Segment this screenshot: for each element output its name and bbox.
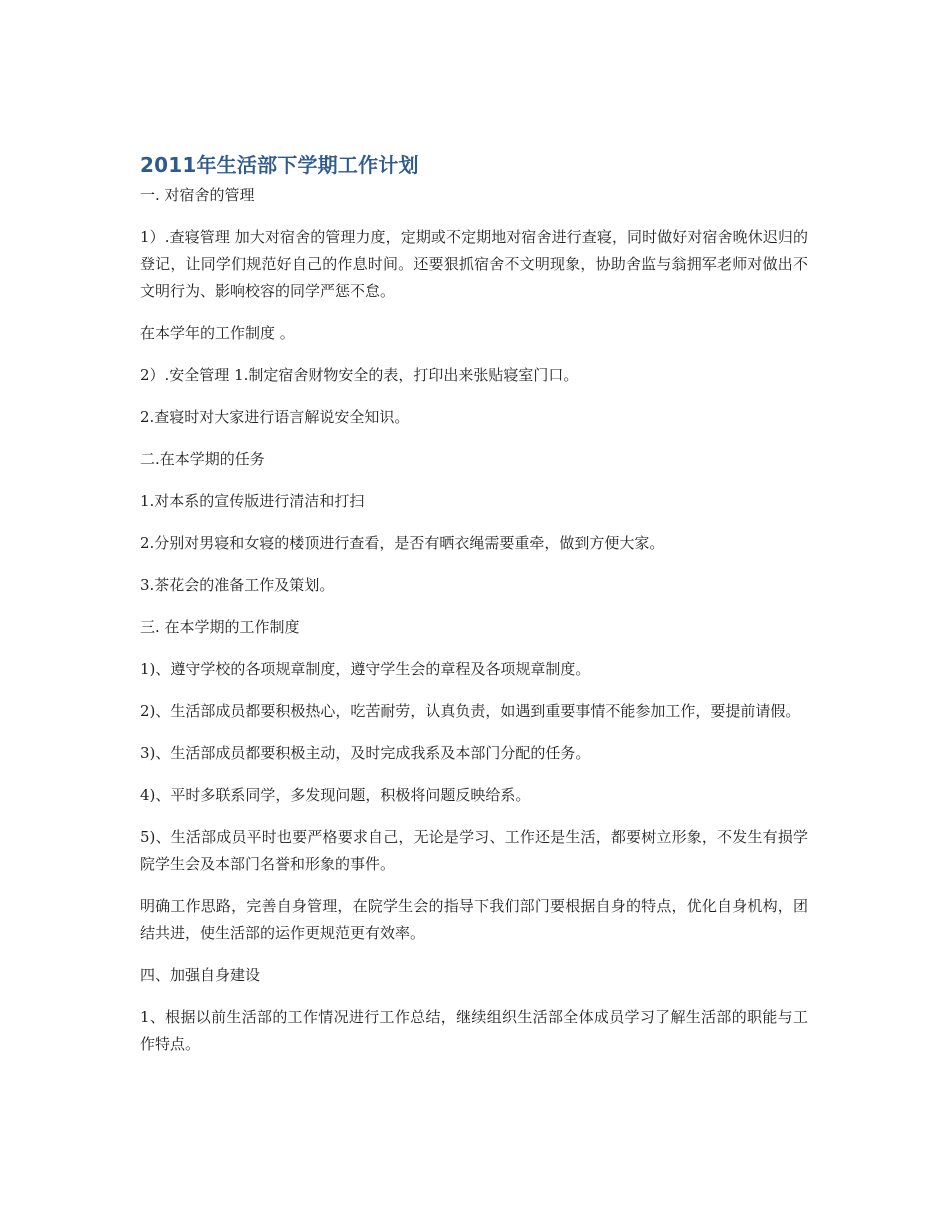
paragraph: 明确工作思路，完善自身管理，在院学生会的指导下我们部门要根据自身的特点，优化自身机构，团结共进，使生活部的运作更规范更有效率。: [140, 897, 808, 942]
paragraph: 3)、生活部成员都要积极主动，及时完成我系及本部门分配的任务。: [140, 744, 591, 762]
document-page: [140, 150, 808, 1073]
paragraph: 2.查寝时对大家进行语言解说安全知识。: [140, 408, 410, 426]
paragraph: 1、根据以前生活部的工作情况进行工作总结，继续组织生活部全体成员学习了解生活部的职能与工作特点。: [140, 1008, 808, 1053]
paragraph: 3.茶花会的准备工作及策划。: [140, 576, 335, 594]
section-heading-3: 三. 在本学期的工作制度: [140, 618, 300, 636]
paragraph: 1）.查寝管理 加大对宿舍的管理力度，定期或不定期地对宿舍进行查寝，同时做好对宿舍晚休迟归的登记，让同学们规范好自己的作息时间。还要狠抓宿舍不文明现象，协助舍监与翁拥军老师对做出不文明行为、影响校容的同学严惩不怠。: [140, 228, 808, 300]
section-heading-2: 二.在本学期的任务: [140, 450, 265, 468]
paragraph: 2)、生活部成员都要积极热心，吃苦耐劳，认真负责，如遇到重要事情不能参加工作，要提前请假。: [140, 702, 801, 720]
section-heading-4: 四、加强自身建设: [140, 966, 261, 984]
paragraph: 1)、遵守学校的各项规章制度，遵守学生会的章程及各项规章制度。: [140, 660, 591, 678]
document-title: 2011年生活部下学期工作计划: [140, 153, 419, 177]
paragraph: 4)、平时多联系同学，多发现问题，积极将问题反映给系。: [140, 786, 531, 804]
paragraph: 在本学年的工作制度 。: [140, 324, 295, 342]
paragraph: 2）.安全管理 1.制定宿舍财物安全的表，打印出来张贴寝室门口。: [140, 366, 579, 384]
paragraph: 5)、生活部成员平时也要严格要求自己，无论是学习、工作还是生活，都要树立形象，不发生有损学院学生会及本部门名誉和形象的事件。: [140, 828, 808, 873]
section-heading-1: 一. 对宿舍的管理: [140, 186, 255, 204]
paragraph: 1.对本系的宣传版进行清洁和打扫: [140, 492, 365, 510]
paragraph: 2.分别对男寝和女寝的楼顶进行查看，是否有晒衣绳需要重牵，做到方便大家。: [140, 534, 665, 552]
